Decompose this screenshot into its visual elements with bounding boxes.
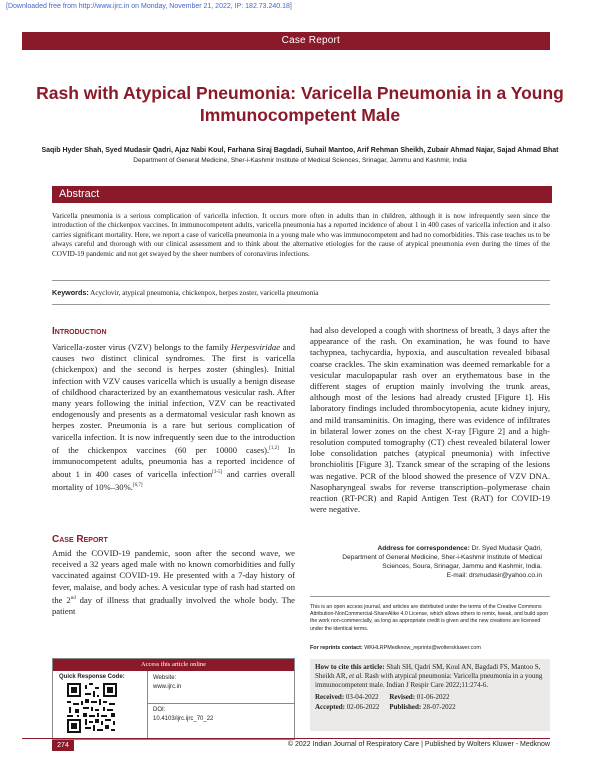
divider — [147, 703, 295, 704]
citation-box — [310, 659, 550, 731]
intro-part: and causes two distinct clinical syndromes. The first is varicella (chickenpox) and the second is herpes zoster (shingles). Initial infection with VZV causes varicella which is usually a benign disease of childhood characterized by an exanthematous vesicular rash. After many years following the initial infection, VZV can be reactivated endogenously and presents as a dermatomal vesicular rash known as herpes zoster. Pneumonia is a rare but serious complication of varicella infection. It is now infrequently seen due to the introduction of the chickenpox vaccines (60 per 10000 cases). — [52, 342, 295, 455]
section-label: Case Report — [281, 35, 340, 46]
section-label-bar — [22, 32, 550, 50]
reprints-contact — [310, 645, 550, 651]
correspondence-email[interactable]: E-mail: drsmudasir@yahoo.co.in — [446, 572, 542, 579]
keywords-label: Keywords: — [52, 288, 89, 297]
correspondence-name: Dr. Syed Mudasir Qadri, — [471, 545, 542, 552]
license-text: This is an open access journal, and articles are distributed under the terms of the Creative Commons Attribution-NonCommercial-ShareAlike 4.0 License, which allows others to remix, tweak, and build upon the work non-commercially, as long as appropriate credit is given and the new creations are licensed under the identical terms. — [310, 604, 549, 632]
cite-etal: et al. — [349, 672, 364, 680]
cite-text: Rash with atypical pneumonia: Varicella pneumonia in a young immunocompetent male. Indian J Respir Care 2022;11:274-6. — [315, 672, 543, 689]
cite-label: How to cite this article: — [315, 663, 385, 671]
keywords-list: Acyclovir, atypical pneumonia, chickenpox, herpes zoster, varicella pneumonia — [90, 289, 319, 297]
accepted-label: Accepted: — [315, 702, 345, 711]
footer-copyright: © 2022 Indian Journal of Respiratory Care | Published by Wolters Kluwer - Medknow — [287, 741, 550, 748]
title-line-1: Rash with Atypical Pneumonia: Varicella Pneumonia in a Young — [36, 83, 564, 103]
divider — [52, 304, 550, 305]
article-title — [30, 82, 570, 126]
page-number: 274 — [52, 740, 74, 751]
accepted-date: 02-06-2022 — [346, 702, 380, 711]
published-date: 28-07-2022 — [423, 702, 456, 711]
case-report-text — [52, 548, 295, 617]
intro-part: Varicella-zoster virus (VZV) belongs to the family — [52, 342, 231, 352]
divider — [147, 671, 148, 740]
intro-family: Herpesviridae — [230, 342, 281, 352]
case-report-heading: Case Report — [52, 534, 108, 545]
correspondence-label: Address for correspondence: — [377, 545, 470, 552]
published-label: Published: — [389, 702, 422, 711]
citation: [6,7] — [132, 483, 143, 489]
intro-part: and carries overall mortality of 10%–30%. — [52, 468, 295, 493]
intro-part: In immunocompetent adults, pneumonia has a reported incidence of about 1 in 400 cases of varicella infection — [52, 444, 295, 479]
received-label: Received: — [315, 693, 345, 701]
divider — [52, 280, 550, 281]
correspondence-line: Department of General Medicine, Sher-i-Kashmir Institute of Medical — [342, 554, 542, 561]
citation: [1,2] — [269, 445, 279, 451]
doi-link[interactable]: 10.4103/ijrc.ijrc_70_22 — [153, 716, 214, 722]
cite-text: Shah SH, Qadri SM, Koul AN, Bagdadi FS, Mantoo S, Sheikh AR, — [315, 663, 541, 680]
abstract-heading: Abstract — [52, 186, 552, 203]
access-heading: Access this article online — [53, 659, 294, 671]
case-report-continued: had also developed a cough with shortness of breath, 3 days after the appearance of the rash. On examination, he was found to have tachypnea, tachycardia, hypoxia, and auscultation revealed bibasal coarse crackles. The skin examination was deemed remarkable for a vesicular maculopapular rash over an erythematous base in the different stages of eruption mainly involving the trunk areas, although most of the lesions had already crusted [Figure 1]. His laboratory findings included thrombocytopenia, acute kidney injury, and mild transaminitis. On imaging, there was evidence of infiltrates in bilateral lower zones on the chest X-ray [Figure 2] and a high-resolution computed tomography (CT) chest revealed bilateral lower lobe consolidation patches (atypical pneumonia) with infective bronchiolitis [Figure 3]. Tzanck smear of the scraping of the lesions was negative. PCR of the blood showed the presence of VZV DNA. Nasopharyngeal swabs for reverse transcription–polymerase chain reaction (RT-PCR) and Rapid Antigen Test (RAT) for COVID-19 were negative. — [310, 325, 550, 515]
qr-label: Quick Response Code: — [59, 674, 125, 680]
download-note: [Downloaded free from http://www.ijrc.in on Monday, November 21, 2022, IP: 182.73.240.18] — [6, 3, 292, 10]
correspondence-block — [310, 544, 542, 580]
introduction-text — [52, 342, 295, 493]
case-part: day of illness that gradually involved the whole body. The patient — [52, 594, 295, 616]
received-date: 03-04-2022 — [345, 693, 379, 701]
revised-date: 01-06-2022 — [416, 693, 450, 701]
website-link[interactable]: www.ijrc.in — [153, 684, 182, 690]
website-label: Website: — [153, 675, 177, 681]
qr-code-icon[interactable] — [67, 683, 117, 733]
affiliation: Department of General Medicine, Sher-i-Kashmir Institute of Medical Sciences, Srinagar, Jammu and Kashmir, India — [133, 157, 467, 164]
author-list: Saqib Hyder Shah, Syed Mudasir Qadri, Ajaz Nabi Koul, Farhana Siraj Bagdadi, Suhail Mantoo, Arif Rehman Sheikh, Zubair Ahmad Najar, Sajad Ahmad Bhat — [41, 147, 559, 154]
citation: [3-5] — [212, 470, 223, 476]
introduction-heading: Introduction — [52, 326, 107, 337]
ordinal-suffix: nd — [70, 595, 76, 601]
divider — [310, 596, 550, 597]
doi-label: DOI: — [153, 707, 166, 713]
access-online-box — [52, 658, 295, 740]
reprints-email[interactable]: WKHLRPMedknow_reprints@wolterskluwer.com — [364, 645, 481, 651]
case-part: Amid the COVID-19 pandemic, soon after the second wave, we received a 32 years aged male with no known comorbidities and fully vaccinated against COVID-19. He presented with a 7-day history of fever, malaise, and body aches. A vesicular type of rash had started on the 2 — [52, 548, 295, 605]
article-dates — [315, 693, 545, 712]
correspondence-line: Sciences, Soura, Srinagar, Jammu and Kashmir, India. — [382, 563, 542, 570]
title-line-2: Immunocompetent Male — [199, 105, 401, 125]
revised-label: Revised: — [389, 693, 416, 701]
keywords — [52, 288, 550, 298]
reprints-label: For reprints contact: — [310, 645, 363, 651]
abstract-text: Varicella pneumonia is a serious complication of varicella infection. It occurs more often in adults than in children, although it is now infrequently seen since the introduction of the chickenpox vaccines. In immunocompetent adults, varicella pneumonia has a reported incidence of about 1 in 400 cases of varicella infection and it also carries significant mortality. Here, we report a case of varicella pneumonia in a young male who was immunocompetent and had no comorbidities. This case teaches us to be always careful and thorough with our clinical assessment and to think about the alternative etiologies for the cause of atypical pneumonia even during the times of the COVID-19 pandemic and not get swayed by the sheer numbers of coronavirus infections. — [52, 212, 550, 258]
